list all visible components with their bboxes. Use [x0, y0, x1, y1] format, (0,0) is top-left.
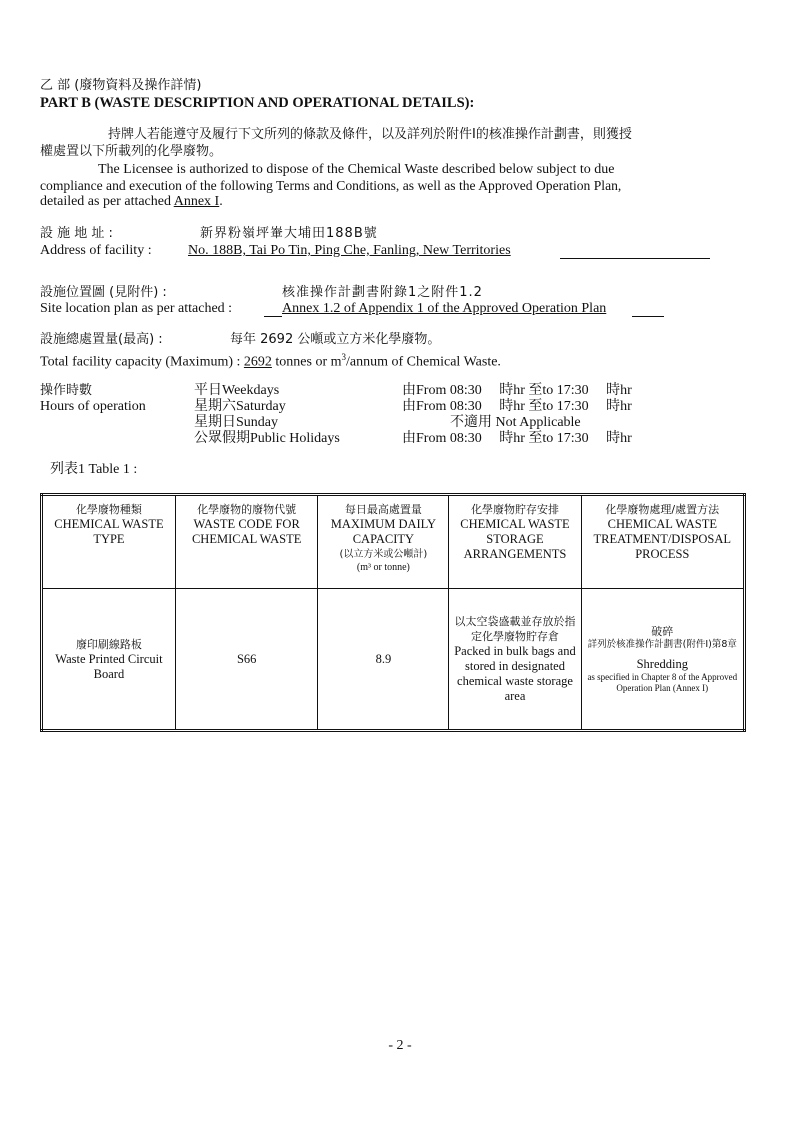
- header-waste-code-en: WASTE CODE FOR CHEMICAL WASTE: [191, 517, 302, 546]
- site-plan-underline-tail: [632, 316, 664, 317]
- hours-time-saturday: 由From 08:30 時hr 至to 17:30 時hr: [402, 399, 632, 414]
- intro-en-line3-suffix: .: [219, 194, 223, 209]
- address-value-zh: 新界粉嶺坪輋大埔田188B號: [200, 226, 378, 241]
- capacity-label-zh: 設施總處置量(最高) :: [40, 332, 163, 347]
- capacity-unit-prefix: tonnes or m: [275, 354, 342, 370]
- header-waste-code-zh: 化學廢物的廢物代號: [197, 503, 297, 516]
- cell-storage-en: Packed in bulk bags and stored in designated chemical waste storage area: [454, 644, 576, 703]
- capacity-value-zh: 每年 2692 公噸或立方米化學廢物。: [230, 332, 441, 347]
- address-label-en: Address of facility :: [40, 243, 152, 258]
- waste-table: [40, 493, 746, 732]
- capacity-unit-sup: 3: [341, 352, 347, 362]
- hours-time-weekdays: 由From 08:30 時hr 至to 17:30 時hr: [402, 383, 632, 398]
- header-max-capacity-zh2: (以立方米或公噸計): [339, 549, 428, 560]
- intro-en-line3-prefix: detailed as per attached: [40, 194, 171, 209]
- capacity-unit-suffix: /annum of Chemical Waste.: [346, 354, 501, 370]
- table-caption: 列表1 Table 1 :: [50, 462, 138, 477]
- intro-en-line3: [40, 194, 223, 210]
- capacity-line-en: [40, 349, 501, 371]
- header-max-capacity-zh: 每日最高處置量: [344, 503, 422, 516]
- header-max-capacity: [318, 495, 449, 589]
- hours-time-sunday: 不適用 Not Applicable: [450, 415, 581, 430]
- address-value-en: No. 188B, Tai Po Tin, Ping Che, Fanling, New Territories: [188, 243, 511, 258]
- hours-day-holidays: 公眾假期Public Holidays: [194, 431, 340, 446]
- header-max-capacity-unit: (m³ or tonne): [356, 562, 410, 573]
- header-storage-en: CHEMICAL WASTE STORAGE ARRANGEMENTS: [460, 517, 570, 561]
- hours-label-zh: 操作時數: [40, 383, 93, 398]
- cell-waste-type-en: Waste Printed Circuit Board: [55, 651, 163, 681]
- table-row: [42, 589, 745, 731]
- cell-capacity: 8.9: [318, 589, 449, 731]
- header-waste-type-en: CHEMICAL WASTE TYPE: [54, 517, 164, 546]
- capacity-label-en: Total facility capacity (Maximum) :: [40, 354, 241, 370]
- header-storage: [449, 495, 581, 589]
- header-treatment: [581, 495, 744, 589]
- header-treatment-en: CHEMICAL WASTE TREATMENT/DISPOSAL PROCESS: [593, 517, 732, 561]
- site-plan-label-zh: 設施位置圖 (見附件) :: [40, 285, 167, 300]
- cell-waste-type-zh: 廢印刷線路板: [75, 637, 142, 651]
- table-header-row: [42, 495, 745, 589]
- address-underline: [560, 258, 710, 259]
- header-waste-type-zh: 化學廢物種類: [75, 503, 142, 516]
- hours-label-en: Hours of operation: [40, 399, 146, 414]
- page-number: - 2 -: [388, 1038, 412, 1053]
- header-treatment-zh: 化學廢物處理/處置方法: [605, 503, 720, 516]
- intro-zh-line1: 持牌人若能遵守及履行下文所列的條款及條件，以及詳列於附件I的核准操作計劃書，則獲授: [108, 127, 632, 142]
- heading-en: PART B (WASTE DESCRIPTION AND OPERATIONAL DETAILS):: [40, 95, 475, 111]
- hours-day-weekdays: 平日Weekdays: [194, 383, 280, 398]
- site-plan-label-en: Site location plan as per attached :: [40, 301, 233, 316]
- hours-time-holidays: 由From 08:30 時hr 至to 17:30 時hr: [402, 431, 632, 446]
- header-max-capacity-en: MAXIMUM DAILY CAPACITY: [330, 517, 437, 546]
- site-plan-value-zh: 核准操作計劃書附錄1之附件1.2: [282, 285, 483, 300]
- intro-en-line2: compliance and execution of the following Terms and Conditions, as well as the Approved Operation Plan,: [40, 178, 622, 193]
- cell-waste-type: [42, 589, 176, 731]
- heading-zh: 乙 部 (廢物資料及操作詳情): [40, 78, 202, 93]
- annex-link: Annex I: [173, 194, 220, 209]
- hours-day-sunday: 星期日Sunday: [194, 415, 278, 430]
- header-waste-type: [42, 495, 176, 589]
- cell-storage: [449, 589, 581, 731]
- cell-storage-zh: 以太空袋盛載並存放於指定化學廢物貯存倉: [454, 615, 576, 643]
- header-storage-zh: 化學廢物貯存安排: [470, 503, 559, 516]
- site-plan-value-en: Annex 1.2 of Appendix 1 of the Approved Operation Plan: [282, 301, 607, 316]
- cell-treatment-note: as specified in Chapter 8 of the Approved Operation Plan (Annex I): [587, 672, 738, 693]
- cell-treatment-zh2: 詳列於核准操作計劃書(附件I)第8章: [587, 639, 737, 650]
- header-waste-code: [175, 495, 318, 589]
- address-label-zh: 設 施 地 址 :: [40, 226, 113, 241]
- cell-treatment-zh1: 破碎: [651, 625, 674, 638]
- intro-en-line1: The Licensee is authorized to dispose of the Chemical Waste described below subject to due: [98, 162, 615, 177]
- intro-zh-line2: 權處置以下所載列的化學廢物。: [40, 144, 223, 159]
- cell-waste-code: S66: [175, 589, 318, 731]
- capacity-value: 2692: [243, 354, 272, 370]
- hours-day-saturday: 星期六Saturday: [194, 399, 286, 414]
- cell-treatment: [581, 589, 744, 731]
- cell-treatment-en: Shredding: [636, 657, 688, 671]
- site-plan-underline-lead: [264, 316, 282, 317]
